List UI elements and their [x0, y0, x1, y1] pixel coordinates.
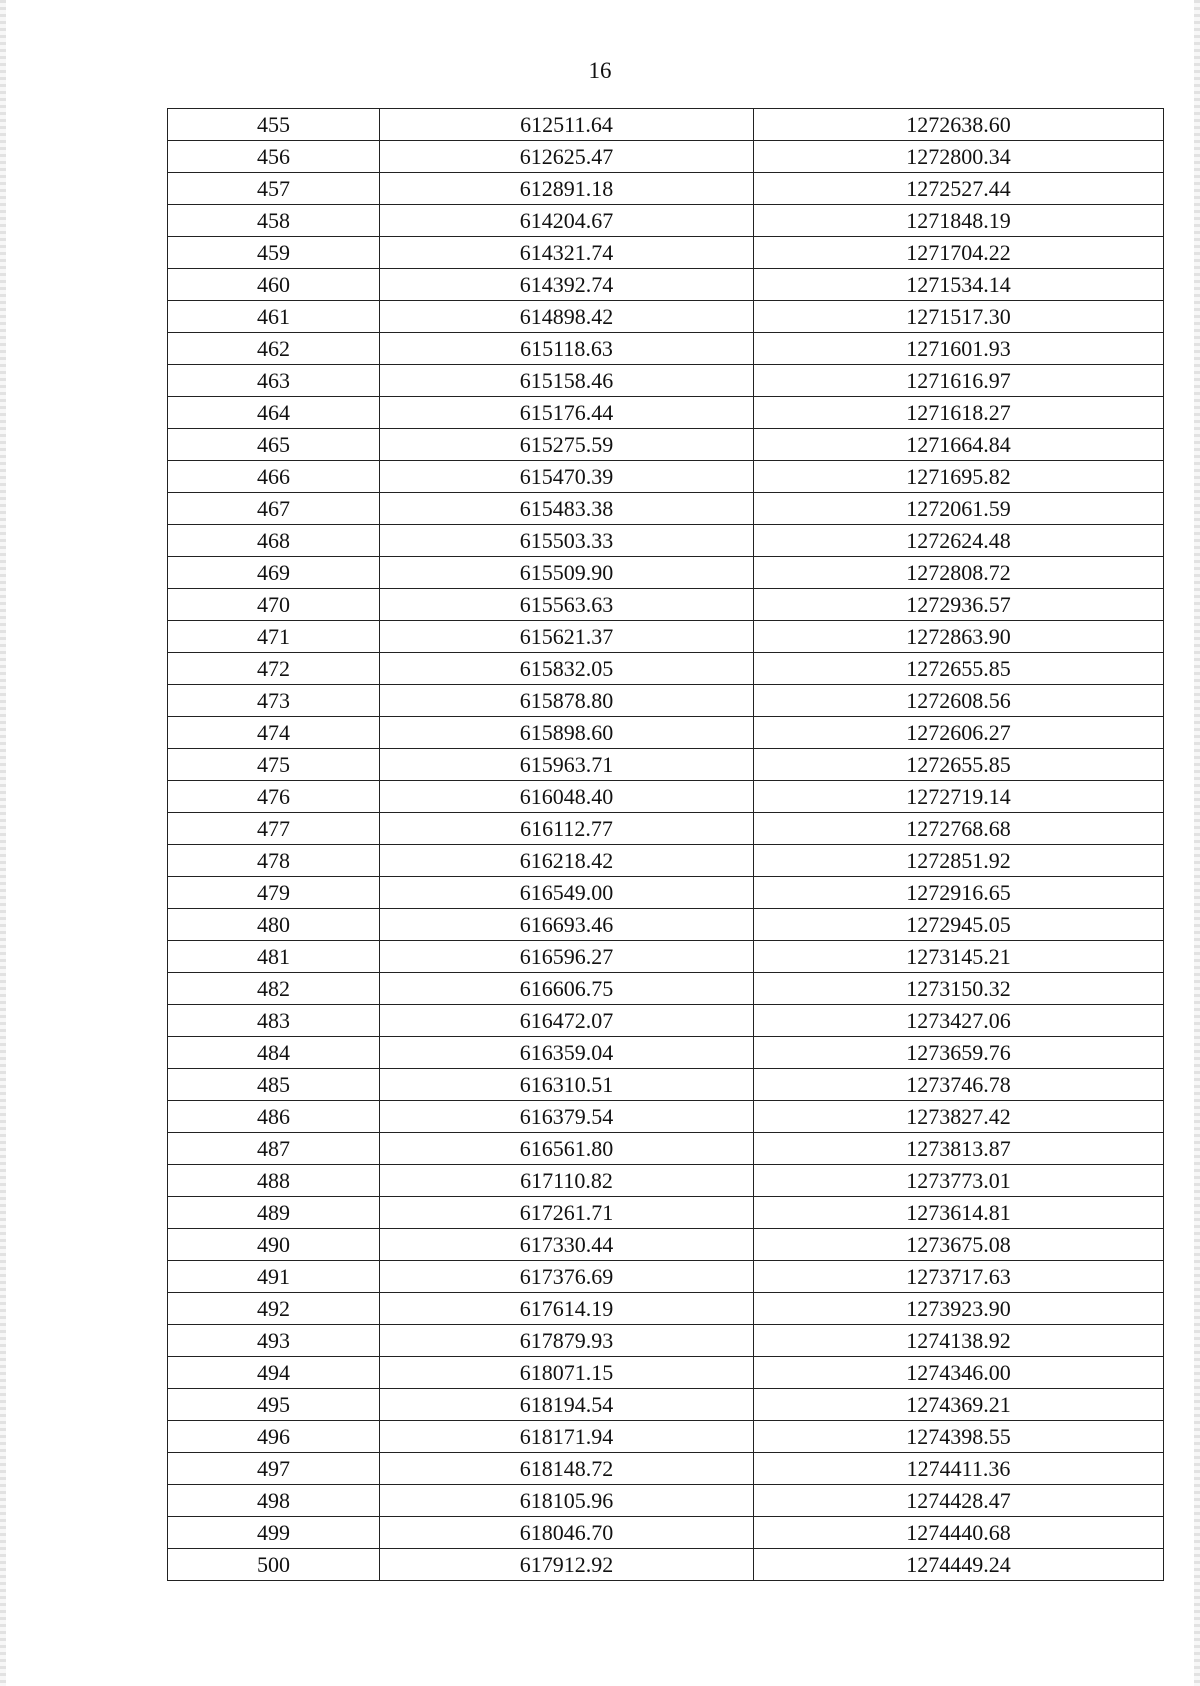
x-coordinate-cell: 615470.39: [380, 461, 754, 493]
table-row: [168, 1229, 1164, 1261]
y-coordinate-cell: 1272719.14: [754, 781, 1164, 813]
point-number-cell: 484: [168, 1037, 380, 1069]
x-coordinate-cell: 618046.70: [380, 1517, 754, 1549]
table-row: [168, 717, 1164, 749]
x-coordinate-cell: 618171.94: [380, 1421, 754, 1453]
point-number-cell: 475: [168, 749, 380, 781]
y-coordinate-cell: 1272768.68: [754, 813, 1164, 845]
point-number-cell: 486: [168, 1101, 380, 1133]
point-number-cell: 472: [168, 653, 380, 685]
point-number-cell: 500: [168, 1549, 380, 1581]
point-number-cell: 494: [168, 1357, 380, 1389]
y-coordinate-cell: 1272916.65: [754, 877, 1164, 909]
x-coordinate-cell: 615483.38: [380, 493, 754, 525]
table-row: [168, 1357, 1164, 1389]
point-number-cell: 470: [168, 589, 380, 621]
point-number-cell: 460: [168, 269, 380, 301]
y-coordinate-cell: 1271517.30: [754, 301, 1164, 333]
y-coordinate-cell: 1272945.05: [754, 909, 1164, 941]
table-row: [168, 173, 1164, 205]
table-row: [168, 653, 1164, 685]
y-coordinate-cell: 1274449.24: [754, 1549, 1164, 1581]
table-row: [168, 1389, 1164, 1421]
table-row: [168, 973, 1164, 1005]
point-number-cell: 496: [168, 1421, 380, 1453]
point-number-cell: 489: [168, 1197, 380, 1229]
y-coordinate-cell: 1271848.19: [754, 205, 1164, 237]
x-coordinate-cell: 617614.19: [380, 1293, 754, 1325]
point-number-cell: 478: [168, 845, 380, 877]
point-number-cell: 471: [168, 621, 380, 653]
y-coordinate-cell: 1273427.06: [754, 1005, 1164, 1037]
x-coordinate-cell: 615118.63: [380, 333, 754, 365]
table-row: [168, 205, 1164, 237]
table-row: [168, 1549, 1164, 1581]
x-coordinate-cell: 615176.44: [380, 397, 754, 429]
y-coordinate-cell: 1272800.34: [754, 141, 1164, 173]
x-coordinate-cell: 617110.82: [380, 1165, 754, 1197]
y-coordinate-cell: 1273717.63: [754, 1261, 1164, 1293]
point-number-cell: 477: [168, 813, 380, 845]
point-number-cell: 497: [168, 1453, 380, 1485]
point-number-cell: 463: [168, 365, 380, 397]
x-coordinate-cell: 615509.90: [380, 557, 754, 589]
x-coordinate-cell: 616549.00: [380, 877, 754, 909]
y-coordinate-cell: 1272808.72: [754, 557, 1164, 589]
x-coordinate-cell: 616596.27: [380, 941, 754, 973]
coordinate-table-body: [168, 109, 1164, 1581]
point-number-cell: 461: [168, 301, 380, 333]
table-row: [168, 237, 1164, 269]
point-number-cell: 482: [168, 973, 380, 1005]
table-row: [168, 141, 1164, 173]
point-number-cell: 479: [168, 877, 380, 909]
table-row: [168, 1101, 1164, 1133]
point-number-cell: 495: [168, 1389, 380, 1421]
table-row: [168, 589, 1164, 621]
x-coordinate-cell: 615275.59: [380, 429, 754, 461]
x-coordinate-cell: 615563.63: [380, 589, 754, 621]
scan-edge-right: [1194, 0, 1200, 1686]
x-coordinate-cell: 618105.96: [380, 1485, 754, 1517]
x-coordinate-cell: 615832.05: [380, 653, 754, 685]
y-coordinate-cell: 1273827.42: [754, 1101, 1164, 1133]
point-number-cell: 481: [168, 941, 380, 973]
point-number-cell: 469: [168, 557, 380, 589]
y-coordinate-cell: 1272638.60: [754, 109, 1164, 141]
x-coordinate-cell: 615621.37: [380, 621, 754, 653]
y-coordinate-cell: 1272608.56: [754, 685, 1164, 717]
point-number-cell: 487: [168, 1133, 380, 1165]
x-coordinate-cell: 615878.80: [380, 685, 754, 717]
table-row: [168, 1037, 1164, 1069]
x-coordinate-cell: 616048.40: [380, 781, 754, 813]
point-number-cell: 465: [168, 429, 380, 461]
table-row: [168, 109, 1164, 141]
table-row: [168, 525, 1164, 557]
table-row: [168, 813, 1164, 845]
x-coordinate-cell: 614321.74: [380, 237, 754, 269]
point-number-cell: 467: [168, 493, 380, 525]
x-coordinate-cell: 612891.18: [380, 173, 754, 205]
y-coordinate-cell: 1274411.36: [754, 1453, 1164, 1485]
point-number-cell: 459: [168, 237, 380, 269]
table-row: [168, 1165, 1164, 1197]
x-coordinate-cell: 616693.46: [380, 909, 754, 941]
x-coordinate-cell: 617879.93: [380, 1325, 754, 1357]
table-row: [168, 845, 1164, 877]
y-coordinate-cell: 1271664.84: [754, 429, 1164, 461]
point-number-cell: 483: [168, 1005, 380, 1037]
y-coordinate-cell: 1273746.78: [754, 1069, 1164, 1101]
point-number-cell: 492: [168, 1293, 380, 1325]
point-number-cell: 457: [168, 173, 380, 205]
y-coordinate-cell: 1273150.32: [754, 973, 1164, 1005]
x-coordinate-cell: 615898.60: [380, 717, 754, 749]
y-coordinate-cell: 1272863.90: [754, 621, 1164, 653]
point-number-cell: 490: [168, 1229, 380, 1261]
table-row: [168, 1517, 1164, 1549]
page-number: 16: [588, 58, 612, 83]
point-number-cell: 462: [168, 333, 380, 365]
table-row: [168, 493, 1164, 525]
point-number-cell: 473: [168, 685, 380, 717]
x-coordinate-cell: 612511.64: [380, 109, 754, 141]
x-coordinate-cell: 615158.46: [380, 365, 754, 397]
point-number-cell: 485: [168, 1069, 380, 1101]
y-coordinate-cell: 1274138.92: [754, 1325, 1164, 1357]
table-row: [168, 461, 1164, 493]
point-number-cell: 468: [168, 525, 380, 557]
x-coordinate-cell: 617376.69: [380, 1261, 754, 1293]
table-row: [168, 429, 1164, 461]
x-coordinate-cell: 614204.67: [380, 205, 754, 237]
x-coordinate-cell: 616606.75: [380, 973, 754, 1005]
table-row: [168, 397, 1164, 429]
point-number-cell: 498: [168, 1485, 380, 1517]
x-coordinate-cell: 616561.80: [380, 1133, 754, 1165]
y-coordinate-cell: 1274428.47: [754, 1485, 1164, 1517]
y-coordinate-cell: 1272655.85: [754, 653, 1164, 685]
table-row: [168, 1069, 1164, 1101]
table-row: [168, 749, 1164, 781]
y-coordinate-cell: 1273659.76: [754, 1037, 1164, 1069]
point-number-cell: 488: [168, 1165, 380, 1197]
table-row: [168, 1261, 1164, 1293]
y-coordinate-cell: 1272624.48: [754, 525, 1164, 557]
x-coordinate-cell: 615963.71: [380, 749, 754, 781]
x-coordinate-cell: 612625.47: [380, 141, 754, 173]
y-coordinate-cell: 1273675.08: [754, 1229, 1164, 1261]
table-row: [168, 909, 1164, 941]
table-row: [168, 333, 1164, 365]
y-coordinate-cell: 1271695.82: [754, 461, 1164, 493]
table-row: [168, 685, 1164, 717]
x-coordinate-cell: 616310.51: [380, 1069, 754, 1101]
x-coordinate-cell: 618148.72: [380, 1453, 754, 1485]
table-row: [168, 1133, 1164, 1165]
x-coordinate-cell: 618071.15: [380, 1357, 754, 1389]
x-coordinate-cell: 617330.44: [380, 1229, 754, 1261]
y-coordinate-cell: 1271616.97: [754, 365, 1164, 397]
y-coordinate-cell: 1274440.68: [754, 1517, 1164, 1549]
y-coordinate-cell: 1271618.27: [754, 397, 1164, 429]
y-coordinate-cell: 1274369.21: [754, 1389, 1164, 1421]
point-number-cell: 480: [168, 909, 380, 941]
y-coordinate-cell: 1273923.90: [754, 1293, 1164, 1325]
x-coordinate-cell: 614392.74: [380, 269, 754, 301]
x-coordinate-cell: 616112.77: [380, 813, 754, 845]
point-number-cell: 491: [168, 1261, 380, 1293]
point-number-cell: 464: [168, 397, 380, 429]
table-row: [168, 1293, 1164, 1325]
table-row: [168, 877, 1164, 909]
y-coordinate-cell: 1272606.27: [754, 717, 1164, 749]
table-row: [168, 301, 1164, 333]
y-coordinate-cell: 1272936.57: [754, 589, 1164, 621]
x-coordinate-cell: 617912.92: [380, 1549, 754, 1581]
point-number-cell: 455: [168, 109, 380, 141]
x-coordinate-cell: 616359.04: [380, 1037, 754, 1069]
x-coordinate-cell: 618194.54: [380, 1389, 754, 1421]
y-coordinate-cell: 1273773.01: [754, 1165, 1164, 1197]
coordinate-table: [167, 108, 1164, 1581]
table-row: [168, 941, 1164, 973]
y-coordinate-cell: 1274398.55: [754, 1421, 1164, 1453]
table-row: [168, 781, 1164, 813]
table-row: [168, 1421, 1164, 1453]
table-row: [168, 1197, 1164, 1229]
table-row: [168, 1485, 1164, 1517]
x-coordinate-cell: 616379.54: [380, 1101, 754, 1133]
point-number-cell: 474: [168, 717, 380, 749]
y-coordinate-cell: 1272655.85: [754, 749, 1164, 781]
table-row: [168, 557, 1164, 589]
y-coordinate-cell: 1271704.22: [754, 237, 1164, 269]
table-row: [168, 1453, 1164, 1485]
y-coordinate-cell: 1273614.81: [754, 1197, 1164, 1229]
point-number-cell: 466: [168, 461, 380, 493]
y-coordinate-cell: 1272061.59: [754, 493, 1164, 525]
y-coordinate-cell: 1271534.14: [754, 269, 1164, 301]
x-coordinate-cell: 616218.42: [380, 845, 754, 877]
point-number-cell: 458: [168, 205, 380, 237]
point-number-cell: 493: [168, 1325, 380, 1357]
point-number-cell: 456: [168, 141, 380, 173]
x-coordinate-cell: 616472.07: [380, 1005, 754, 1037]
y-coordinate-cell: 1273145.21: [754, 941, 1164, 973]
table-row: [168, 365, 1164, 397]
point-number-cell: 499: [168, 1517, 380, 1549]
y-coordinate-cell: 1274346.00: [754, 1357, 1164, 1389]
y-coordinate-cell: 1272527.44: [754, 173, 1164, 205]
x-coordinate-cell: 617261.71: [380, 1197, 754, 1229]
y-coordinate-cell: 1272851.92: [754, 845, 1164, 877]
table-row: [168, 1005, 1164, 1037]
table-row: [168, 269, 1164, 301]
table-row: [168, 1325, 1164, 1357]
y-coordinate-cell: 1271601.93: [754, 333, 1164, 365]
table-row: [168, 621, 1164, 653]
y-coordinate-cell: 1273813.87: [754, 1133, 1164, 1165]
point-number-cell: 476: [168, 781, 380, 813]
x-coordinate-cell: 615503.33: [380, 525, 754, 557]
x-coordinate-cell: 614898.42: [380, 301, 754, 333]
scan-edge-left: [0, 0, 6, 1686]
